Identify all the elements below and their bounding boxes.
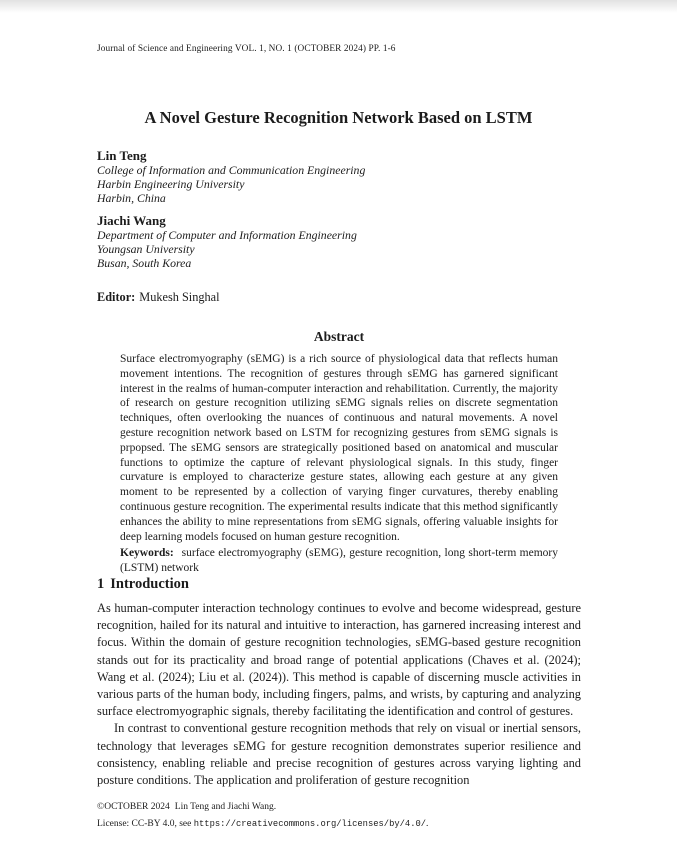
author-affiliation-line: Youngsan University xyxy=(97,242,195,256)
license-url-link[interactable]: https://creativecommons.org/licenses/by/4.0/ xyxy=(193,819,427,829)
editor-line xyxy=(97,290,220,305)
section-number: 1 xyxy=(97,576,105,592)
author-affiliation-line: Harbin, China xyxy=(97,191,166,205)
author-block-2 xyxy=(97,213,365,270)
abstract-heading: Abstract xyxy=(313,329,365,344)
keywords-text: surface electromyography (sEMG), gesture recognition, long short-term memory (LSTM) network xyxy=(120,547,558,575)
author-affiliation-line: Department of Computer and Information Engineering xyxy=(97,228,357,242)
author-name: Jiachi Wang xyxy=(97,213,166,228)
intro-paragraph-1: As human-computer interaction technology continues to evolve and become widespread, gesture recognition, hailed for its natural and intuitive to interaction, has garnered increasing interest and focus. Within the domain of gesture recognition technologies, sEMG-based gesture recognition stands out for its practicality and broad range of potential applications (Chaves et al. (2024); Wang et al. (2024); Liu et al. (2024)). This method is capable of discerning muscle activities in various parts of the human body, including fingers, palms, and wrists, by capturing and analyzing surface electromyographic signals, thereby facilitating the identification and control of gestures. xyxy=(97,601,581,719)
license-suffix: . xyxy=(426,819,429,829)
license-prefix: License: CC-BY 4.0, see xyxy=(97,819,194,829)
keywords-label: Keywords: xyxy=(120,547,174,560)
editor-label: Editor: xyxy=(97,290,136,304)
copyright-names: Lin Teng and Jiachi Wang. xyxy=(174,802,277,812)
editor-name: Mukesh Singhal xyxy=(139,290,220,304)
journal-header: Journal of Science and Engineering VOL. 1, NO. 1 (OCTOBER 2024) PP. 1-6 xyxy=(97,44,396,54)
abstract-text: Surface electromyography (sEMG) is a rich source of physiological data that reflects human movement intentions. The recognition of gestures through sEMG has garnered significant interest in the realms of human-computer interaction and rehabilitation. Currently, the majority of research on gesture recognition utilizing sEMG signals relies on discrete segmentation techniques, often overlooking the nuances of continuous and natural movements. A novel gesture recognition network based on LSTM for recognizing gestures from sEMG signals is prpopsed. The sEMG sensors are strategically positioned based on anatomical and muscular functions to optimize the capture of relevant physiological signals. In this study, finger curvature is employed to characterize gesture states, allowing each gesture at any given moment to be represented by a collection of varying finger curvatures, thereby enabling continuous gesture recognition. The experimental results indicate that this method significantly enhances the ability to mine representations from sEMG signals, offering valuable insights for deep learning models focused on human gesture recognition. xyxy=(120,353,558,543)
paper-title: A Novel Gesture Recognition Network Based on LSTM xyxy=(144,108,533,127)
author-name: Lin Teng xyxy=(97,148,147,163)
section-title: Introduction xyxy=(110,576,189,592)
author-block-1 xyxy=(97,148,365,205)
intro-paragraph-2: In contrast to conventional gesture recognition methods that rely on visual or inertial sensors, technology that leverages sEMG for gesture recognition demonstrates superior resilience and consistency, enabling reliable and precise recognition of gestures across varying lighting and posture conditions. The application and proliferation of gesture recognition xyxy=(97,721,581,788)
copyright-line xyxy=(97,802,581,812)
license-line xyxy=(97,819,581,829)
authors-block xyxy=(97,148,365,270)
copyright-year: ©OCTOBER 2024 xyxy=(97,802,170,812)
keywords-line xyxy=(120,546,558,576)
page-footer xyxy=(97,802,581,829)
page-top-shadow xyxy=(0,0,677,13)
author-affiliation-line: Harbin Engineering University xyxy=(97,177,245,191)
section-heading-introduction xyxy=(97,576,189,593)
author-affiliation-line: Busan, South Korea xyxy=(97,256,192,270)
author-affiliation-line: College of Information and Communication Engineering xyxy=(97,163,366,177)
abstract-section xyxy=(120,329,558,576)
introduction-body xyxy=(97,600,581,789)
